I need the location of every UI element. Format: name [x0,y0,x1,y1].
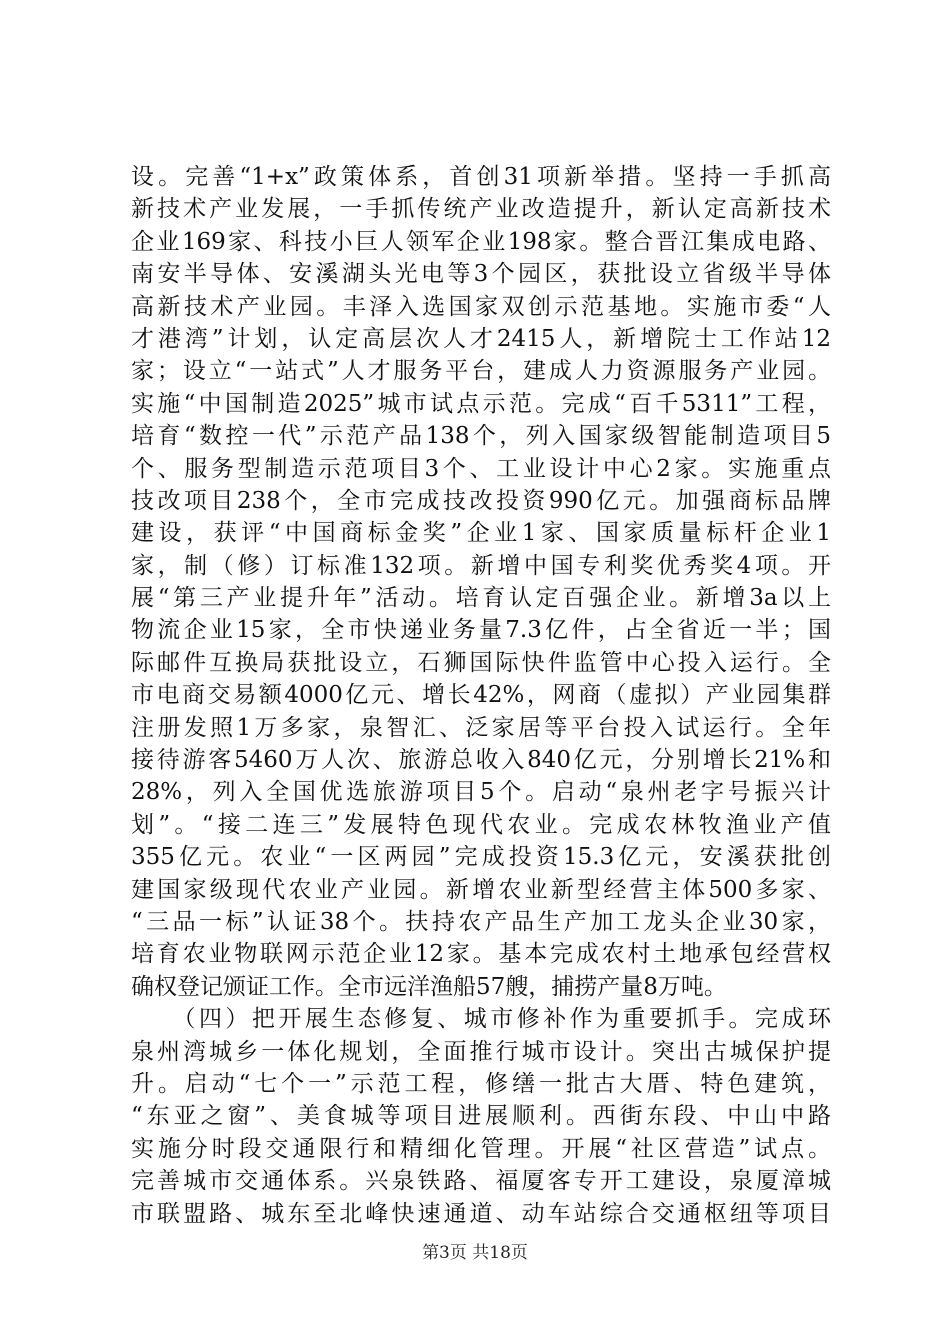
text-line: 完善城市交通体系。兴泉铁路、福厦客专开工建设，泉厦漳城 [131,1168,831,1195]
text-line: 确权登记颁证工作。全市远洋渔船57艘，捕捞产量8万吨。 [131,973,727,1000]
text-line: 355亿元。农业“一区两园”完成投资15.3亿元，安溪获批创 [131,844,831,871]
text-line: 培育“数控一代”示范产品138个，列入国家级智能制造项目5 [131,423,831,450]
text-line: 家；设立“一站式”人才服务平台，建成人力资源服务产业园。 [131,358,831,385]
text-line: 泉州湾城乡一体化规划，全面推行城市设计。突出古城保护提 [131,1038,831,1065]
text-line: 际邮件互换局获批设立，石狮国际快件监管中心投入运行。全 [131,649,831,676]
text-line: 注册发照1万多家，泉智汇、泛家居等平台投入试运行。全年 [131,714,831,741]
text-line: “三品一标”认证38个。扶持农产品生产加工龙头企业30家， [131,908,831,935]
body-text [131,161,831,1230]
text-line: 划”。“接二连三”发展特色现代农业。完成农林牧渔业产值 [131,811,831,838]
text-line: 建国家级现代农业产业园。新增农业新型经营主体500多家、 [131,876,831,903]
text-line: 新技术产业发展，一手抓传统产业改造提升，新认定高新技术 [131,196,831,223]
text-line: “东亚之窗”、美食城等项目进展顺利。西街东段、中山中路 [131,1103,831,1130]
text-line: 南安半导体、安溪湖头光电等3个园区，获批设立省级半导体 [131,261,831,288]
text-line: 家，制（修）订标准132项。新增中国专利奖优秀奖4项。开 [131,552,831,579]
text-line: 升。启动“七个一”示范工程，修缮一批古大厝、特色建筑， [131,1070,831,1097]
text-line: 展“第三产业提升年”活动。培育认定百强企业。新增3a以上 [131,585,831,612]
text-line: 接待游客5460万人次、旅游总收入840亿元，分别增长21%和 [131,747,831,774]
page-number-footer: 第3页 共18页 [422,1243,528,1263]
text-line: （四）把开展生态修复、城市修补作为重要抓手。完成环 [131,1006,831,1033]
text-line: 个、服务型制造示范项目3个、工业设计中心2家。实施重点 [131,455,831,482]
text-line: 技改项目238个，全市完成技改投资990亿元。加强商标品牌 [131,487,831,514]
text-line: 才港湾”计划，认定高层次人才2415人，新增院士工作站12 [131,325,831,352]
text-line: 高新技术产业园。丰泽入选国家双创示范基地。实施市委“人 [131,293,831,320]
text-line: 培育农业物联网示范企业12家。基本完成农村土地承包经营权 [131,941,831,968]
text-line: 企业169家、科技小巨人领军企业198家。整合晋江集成电路、 [131,228,831,255]
text-line: 设。完善“1+x”政策体系，首创31项新举措。坚持一手抓高 [131,164,831,190]
text-line: 建设，获评“中国商标金奖”企业1家、国家质量标杆企业1 [131,520,831,547]
text-line: 市联盟路、城东至北峰快速通道、动车站综合交通枢纽等项目 [131,1200,831,1227]
text-line: 市电商交易额4000亿元、增长42%，网商（虚拟）产业园集群 [131,682,831,709]
text-line: 实施“中国制造2025”城市试点示范。完成“百千5311”工程， [131,390,831,417]
text-line: 28%，列入全国优选旅游项目5个。启动“泉州老字号振兴计 [131,779,831,806]
text-line: 实施分时段交通限行和精细化管理。开展“社区营造”试点。 [131,1135,831,1162]
text-line: 物流企业15家，全市快递业务量7.3亿件，占全省近一半；国 [131,617,831,644]
